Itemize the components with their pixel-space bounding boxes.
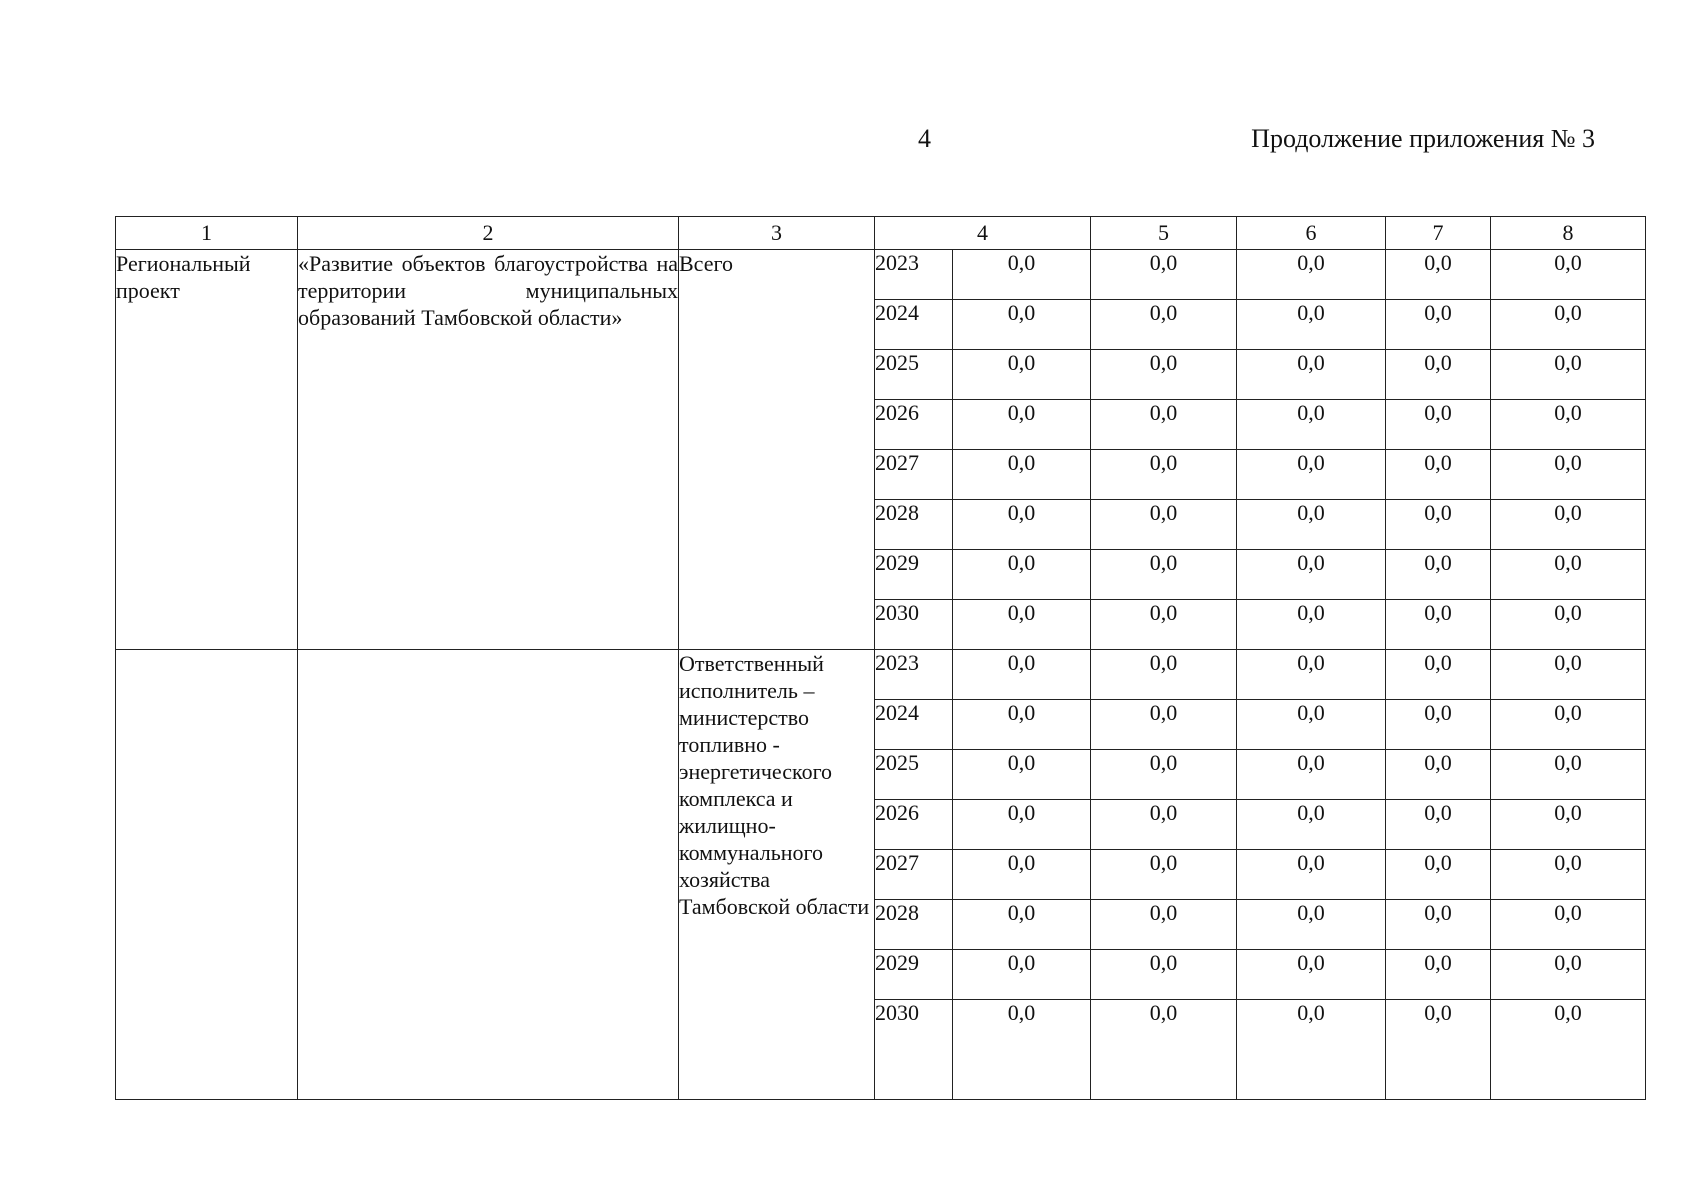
- value-cell: 0,0: [1491, 1000, 1646, 1100]
- value-cell: 0,0: [1491, 850, 1646, 900]
- column-header: 6: [1237, 217, 1386, 250]
- year-cell: 2026: [875, 400, 953, 450]
- value-cell: 0,0: [1386, 950, 1491, 1000]
- value-cell: 0,0: [1386, 350, 1491, 400]
- value-cell: 0,0: [1237, 900, 1386, 950]
- value-cell: 0,0: [1091, 900, 1237, 950]
- value-cell: 0,0: [1386, 400, 1491, 450]
- column-header: 5: [1091, 217, 1237, 250]
- value-cell: 0,0: [1491, 700, 1646, 750]
- value-cell: 0,0: [1091, 650, 1237, 700]
- value-cell: 0,0: [1237, 800, 1386, 850]
- value-cell: 0,0: [1237, 500, 1386, 550]
- value-cell: 0,0: [1237, 850, 1386, 900]
- value-cell: 0,0: [1386, 500, 1491, 550]
- year-row: [116, 250, 1646, 300]
- year-cell: 2028: [875, 500, 953, 550]
- value-cell: 0,0: [953, 400, 1091, 450]
- year-cell: 2029: [875, 950, 953, 1000]
- value-cell: 0,0: [1386, 700, 1491, 750]
- value-cell: 0,0: [1386, 450, 1491, 500]
- column-header: 8: [1491, 217, 1646, 250]
- value-cell: 0,0: [1386, 850, 1491, 900]
- value-cell: 0,0: [1491, 650, 1646, 700]
- value-cell: 0,0: [1386, 650, 1491, 700]
- year-cell: 2029: [875, 550, 953, 600]
- project-name-cell: «Развитие объектов благоустройства на территории муниципальных образований Тамбовской области»: [298, 250, 679, 650]
- year-cell: 2030: [875, 1000, 953, 1100]
- value-cell: 0,0: [953, 300, 1091, 350]
- value-cell: 0,0: [1491, 900, 1646, 950]
- year-cell: 2025: [875, 350, 953, 400]
- column-number-row: [116, 217, 1646, 250]
- value-cell: 0,0: [953, 1000, 1091, 1100]
- year-cell: 2027: [875, 850, 953, 900]
- value-cell: 0,0: [1237, 650, 1386, 700]
- year-cell: 2026: [875, 800, 953, 850]
- budget-table: [115, 216, 1646, 1100]
- responsible-executor-cell: Ответственный исполнитель – министерство топливно - энергетического комплекса и жилищно-коммунального хозяйства Тамбовской области: [679, 650, 875, 1100]
- empty-cell: [116, 650, 298, 1100]
- column-header: 7: [1386, 217, 1491, 250]
- column-header: 2: [298, 217, 679, 250]
- value-cell: 0,0: [1091, 500, 1237, 550]
- value-cell: 0,0: [1237, 1000, 1386, 1100]
- value-cell: 0,0: [1237, 550, 1386, 600]
- value-cell: 0,0: [1386, 1000, 1491, 1100]
- value-cell: 0,0: [953, 950, 1091, 1000]
- value-cell: 0,0: [1091, 400, 1237, 450]
- column-header: 3: [679, 217, 875, 250]
- value-cell: 0,0: [953, 550, 1091, 600]
- value-cell: 0,0: [953, 800, 1091, 850]
- value-cell: 0,0: [953, 350, 1091, 400]
- value-cell: 0,0: [1386, 750, 1491, 800]
- year-cell: 2025: [875, 750, 953, 800]
- value-cell: 0,0: [1237, 300, 1386, 350]
- value-cell: 0,0: [1091, 850, 1237, 900]
- value-cell: 0,0: [1491, 350, 1646, 400]
- value-cell: 0,0: [1491, 950, 1646, 1000]
- value-cell: 0,0: [1091, 800, 1237, 850]
- value-cell: 0,0: [1491, 300, 1646, 350]
- funding-source-total-cell: Всего: [679, 250, 875, 650]
- appendix-continuation-note: Продолжение приложения № 3: [1251, 124, 1595, 153]
- empty-cell: [298, 650, 679, 1100]
- value-cell: 0,0: [953, 750, 1091, 800]
- value-cell: 0,0: [1491, 450, 1646, 500]
- value-cell: 0,0: [1386, 250, 1491, 300]
- value-cell: 0,0: [1386, 800, 1491, 850]
- value-cell: 0,0: [1091, 550, 1237, 600]
- year-row: [116, 650, 1646, 700]
- value-cell: 0,0: [1237, 600, 1386, 650]
- value-cell: 0,0: [1237, 250, 1386, 300]
- year-cell: 2024: [875, 300, 953, 350]
- value-cell: 0,0: [953, 850, 1091, 900]
- value-cell: 0,0: [1237, 450, 1386, 500]
- value-cell: 0,0: [1237, 400, 1386, 450]
- value-cell: 0,0: [1386, 300, 1491, 350]
- value-cell: 0,0: [1237, 750, 1386, 800]
- value-cell: 0,0: [1491, 250, 1646, 300]
- year-cell: 2024: [875, 700, 953, 750]
- value-cell: 0,0: [953, 900, 1091, 950]
- value-cell: 0,0: [1091, 250, 1237, 300]
- year-cell: 2023: [875, 650, 953, 700]
- value-cell: 0,0: [1237, 350, 1386, 400]
- value-cell: 0,0: [1091, 700, 1237, 750]
- value-cell: 0,0: [1491, 600, 1646, 650]
- year-cell: 2030: [875, 600, 953, 650]
- column-header: 4: [875, 217, 1091, 250]
- value-cell: 0,0: [1091, 350, 1237, 400]
- column-header: 1: [116, 217, 298, 250]
- value-cell: 0,0: [1491, 800, 1646, 850]
- value-cell: 0,0: [1091, 750, 1237, 800]
- value-cell: 0,0: [1091, 450, 1237, 500]
- value-cell: 0,0: [1386, 600, 1491, 650]
- value-cell: 0,0: [953, 700, 1091, 750]
- page-number: 4: [918, 124, 931, 153]
- value-cell: 0,0: [1491, 550, 1646, 600]
- year-cell: 2023: [875, 250, 953, 300]
- value-cell: 0,0: [1491, 500, 1646, 550]
- year-cell: 2027: [875, 450, 953, 500]
- year-cell: 2028: [875, 900, 953, 950]
- value-cell: 0,0: [1237, 950, 1386, 1000]
- value-cell: 0,0: [1386, 900, 1491, 950]
- value-cell: 0,0: [1491, 400, 1646, 450]
- value-cell: 0,0: [953, 500, 1091, 550]
- value-cell: 0,0: [1091, 950, 1237, 1000]
- value-cell: 0,0: [953, 250, 1091, 300]
- value-cell: 0,0: [1091, 600, 1237, 650]
- value-cell: 0,0: [953, 600, 1091, 650]
- project-type-cell: Региональный проект: [116, 250, 298, 650]
- value-cell: 0,0: [1091, 1000, 1237, 1100]
- value-cell: 0,0: [1386, 550, 1491, 600]
- value-cell: 0,0: [1237, 700, 1386, 750]
- value-cell: 0,0: [1091, 300, 1237, 350]
- value-cell: 0,0: [953, 650, 1091, 700]
- value-cell: 0,0: [953, 450, 1091, 500]
- value-cell: 0,0: [1491, 750, 1646, 800]
